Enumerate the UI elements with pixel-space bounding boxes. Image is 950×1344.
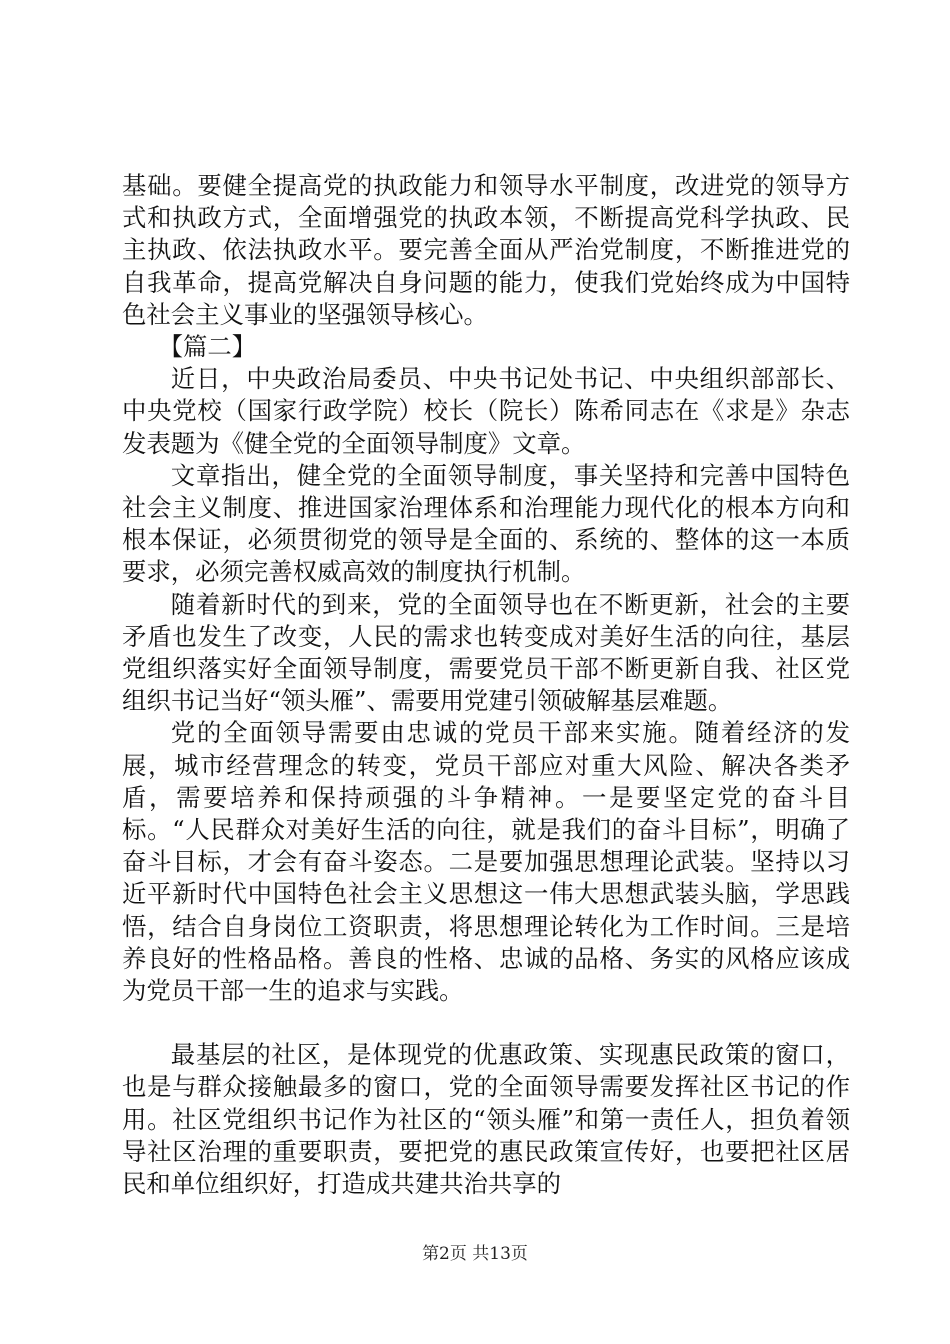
document-body bbox=[122, 170, 850, 1200]
paragraph-continuation: 基础。要健全提高党的执政能力和领导水平制度，改进党的领导方式和执政方式，全面增强党的执政本领，不断提高党科学执政、民主执政、依法执政水平。要完善全面从严治党制度，不断推进党的自我革命，提高党解决自身问题的能力，使我们党始终成为中国特色社会主义事业的坚强领导核心。 bbox=[122, 171, 850, 329]
page-footer: 第2页 共13页 bbox=[422, 1244, 528, 1264]
paragraph: 文章指出，健全党的全面领导制度，事关坚持和完善中国特色社会主义制度、推进国家治理体系和治理能力现代化的根本方向和根本保证，必须贯彻党的领导是全面的、系统的、整体的这一本质要求，必须完善权威高效的制度执行机制。 bbox=[122, 460, 850, 587]
paragraph: 近日，中央政治局委员、中央书记处书记、中央组织部部长、中央党校（国家行政学院）校长（院长）陈希同志在《求是》杂志发表题为《健全党的全面领导制度》文章。 bbox=[122, 364, 850, 458]
section-heading: 【篇二】 bbox=[158, 332, 257, 362]
paragraph: 随着新时代的到来，党的全面领导也在不断更新，社会的主要矛盾也发生了改变，人民的需求也转变成对美好生活的向往，基层党组织落实好全面领导制度，需要党员干部不断更新自我、社区党组织书记当好“领头雁”、需要用党建引领破解基层难题。 bbox=[122, 589, 850, 716]
paragraph: 党的全面领导需要由忠诚的党员干部来实施。随着经济的发展，城市经营理念的转变，党员干部应对重大风险、解决各类矛盾，需要培养和保持顽强的斗争精神。一是要坚定党的奋斗目标。“人民群众对美好生活的向往，就是我们的奋斗目标”，明确了奋斗目标，才会有奋斗姿态。二是要加强思想理论武装。坚持以习近平新时代中国特色社会主义思想这一伟大思想武装头脑，学思践悟，结合自身岗位工资职责，将思想理论转化为工作时间。三是培养良好的性格品格。善良的性格、忠诚的品格、务实的风格应该成为党员干部一生的追求与实践。 bbox=[122, 718, 850, 1006]
paragraph-gap bbox=[122, 1007, 850, 1039]
paragraph: 最基层的社区，是体现党的优惠政策、实现惠民政策的窗口，也是与群众接触最多的窗口，党的全面领导需要发挥社区书记的作用。社区党组织书记作为社区的“领头雁”和第一责任人，担负着领导社区治理的重要职责，要把党的惠民政策宣传好，也要把社区居民和单位组织好，打造成共建共治共享的 bbox=[122, 1040, 850, 1199]
